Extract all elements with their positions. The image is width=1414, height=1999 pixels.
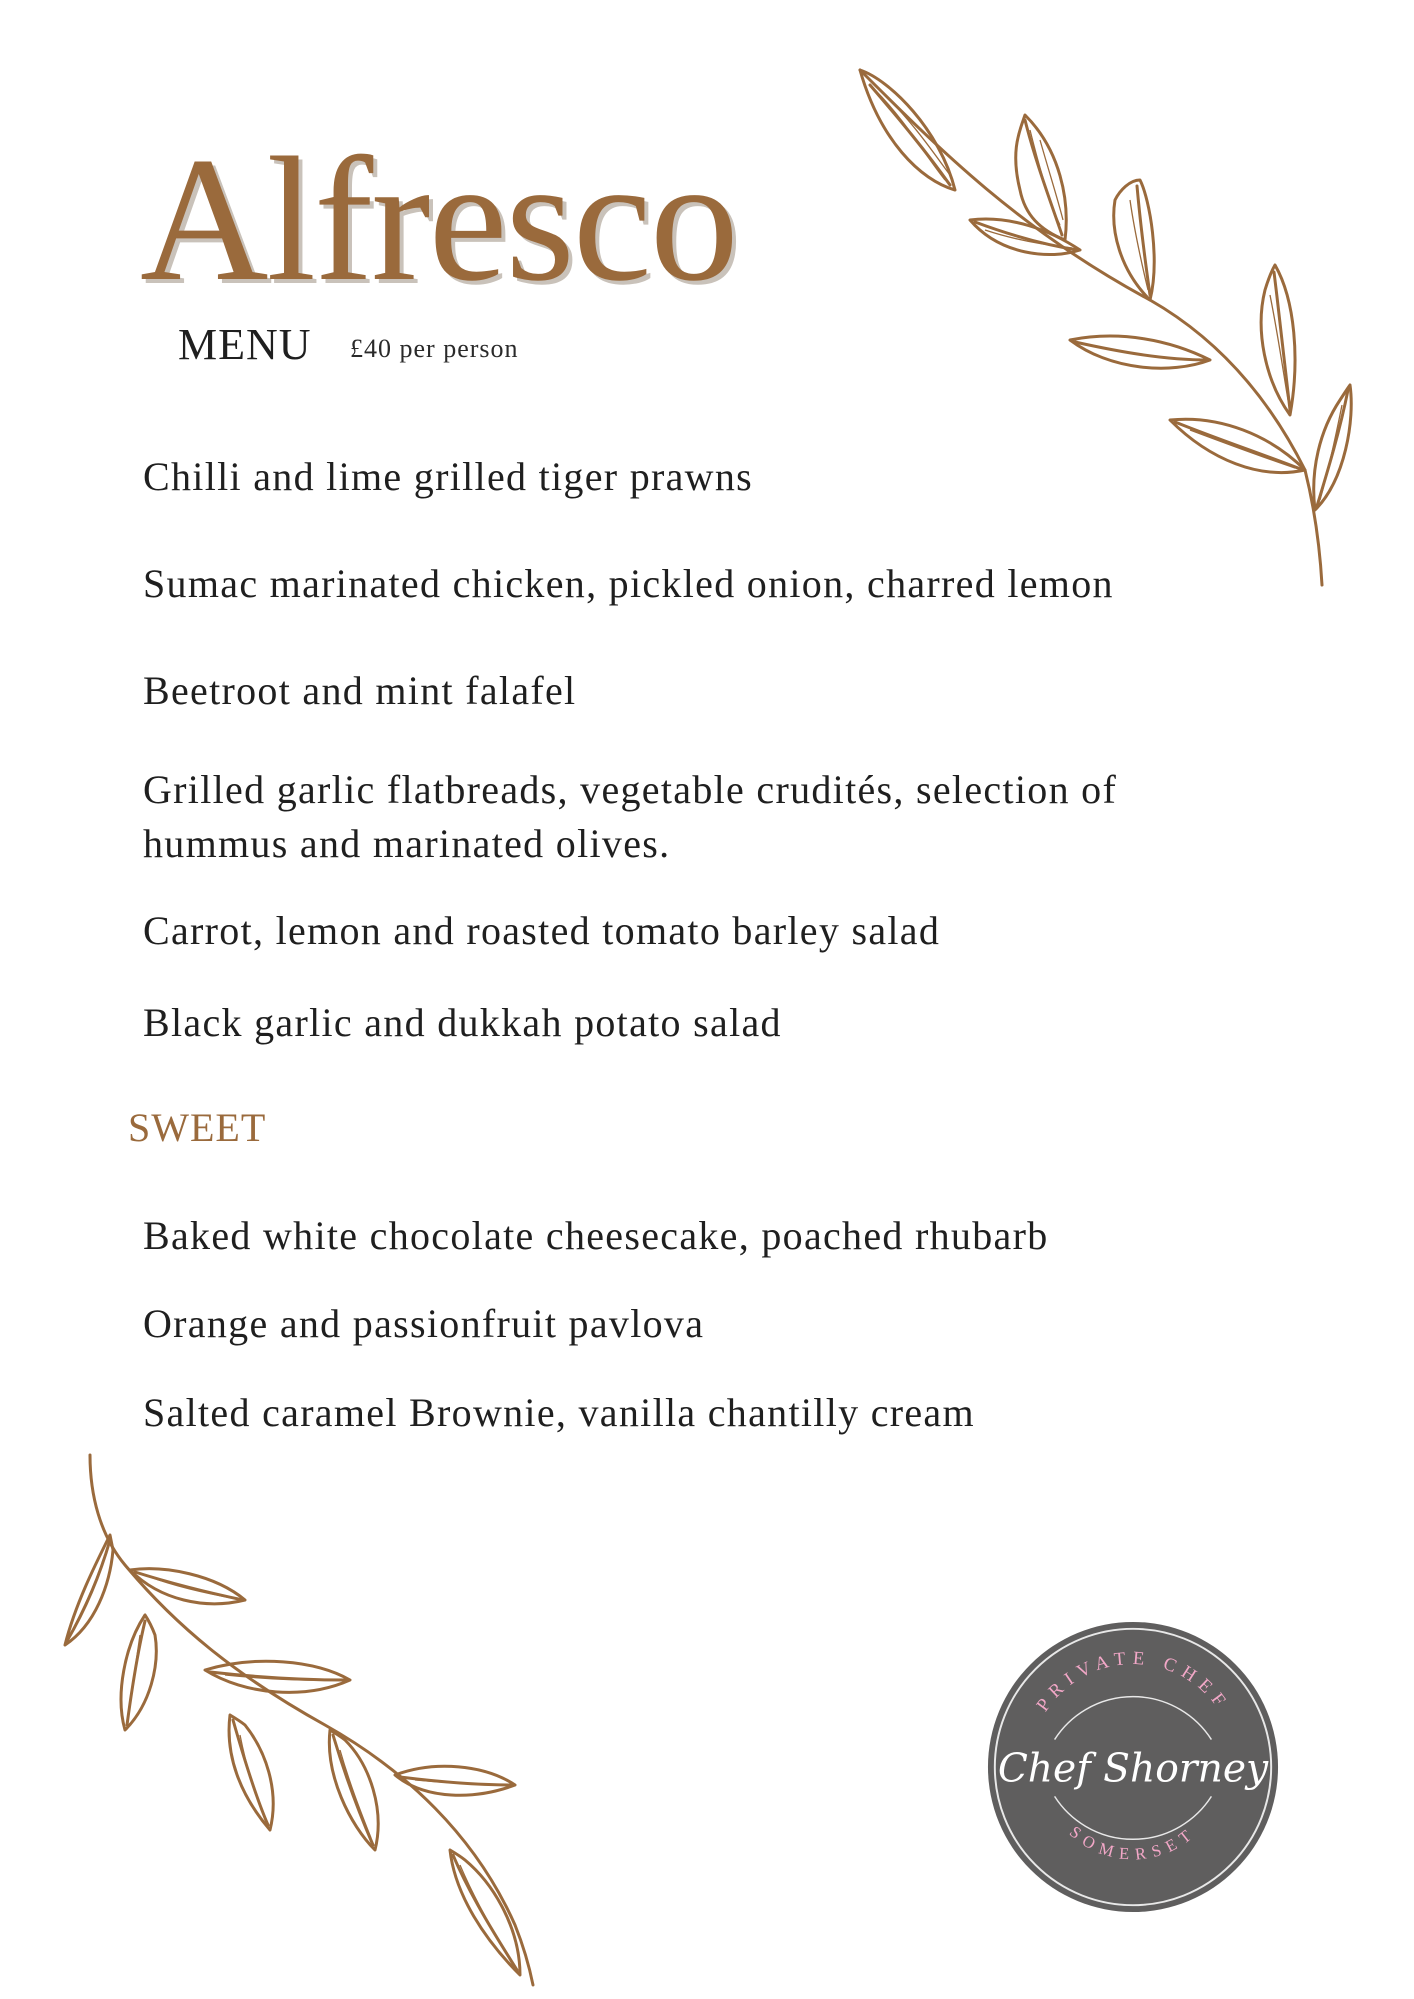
menu-item: Grilled garlic flatbreads, vegetable crudités, selection of bbox=[143, 767, 1118, 812]
sweet-item: Orange and passionfruit pavlova bbox=[143, 1301, 705, 1346]
menu-item: Carrot, lemon and roasted tomato barley salad bbox=[143, 908, 941, 953]
logo-top-text: PRIVATE CHEF bbox=[1032, 1647, 1234, 1716]
price-per-person: £40 per person bbox=[350, 334, 519, 363]
sweet-item: Baked white chocolate cheesecake, poached rhubarb bbox=[143, 1213, 1049, 1258]
chef-logo bbox=[986, 1620, 1280, 1914]
menu-subtitle: MENU bbox=[178, 320, 312, 369]
sweet-heading: SWEET bbox=[128, 1105, 267, 1150]
menu-item: Chilli and lime grilled tiger prawns bbox=[143, 454, 754, 499]
menu-item: Sumac marinated chicken, pickled onion, charred lemon bbox=[143, 561, 1114, 606]
leaf-branch-top-right-icon bbox=[850, 40, 1370, 600]
menu-item: Black garlic and dukkah potato salad bbox=[143, 1000, 782, 1045]
menu-title: Alfresco bbox=[140, 120, 737, 318]
leaf-branch-bottom-left-icon bbox=[55, 1455, 575, 1995]
menu-item-continuation: hummus and marinated olives. bbox=[143, 821, 671, 866]
menu-item: Beetroot and mint falafel bbox=[143, 668, 577, 713]
sweet-item: Salted caramel Brownie, vanilla chantilly cream bbox=[143, 1390, 975, 1435]
logo-bottom-text: SOMERSET bbox=[1065, 1822, 1201, 1864]
logo-name: Chef Shorney bbox=[997, 1746, 1269, 1792]
